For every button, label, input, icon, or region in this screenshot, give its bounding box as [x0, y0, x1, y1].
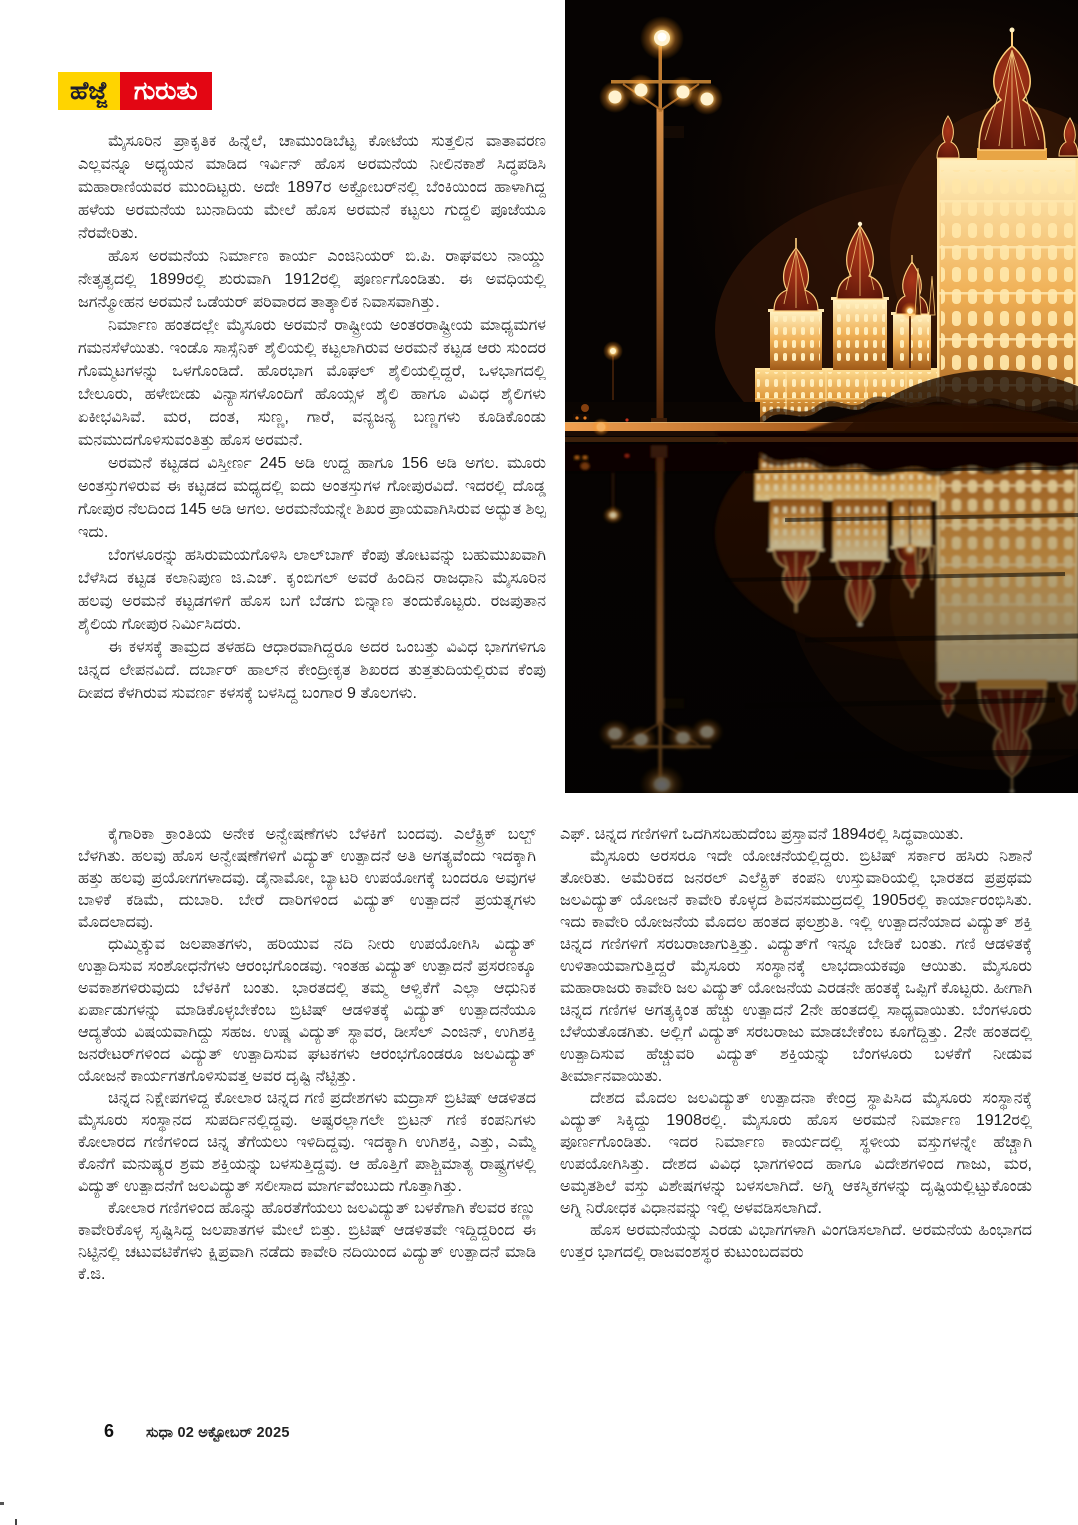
badge-label-left: ಹೆಜ್ಜೆ — [58, 72, 120, 110]
left-paragraph-2: ಧುಮ್ಮಿಕ್ಕುವ ಜಲಪಾತಗಳು, ಹರಿಯುವ ನದಿ ನೀರು ಉಪಯೋಗಿಸಿ ವಿದ್ಯುತ್ ಉತ್ಪಾದಿಸುವ ಸಂಶೋಧನೆಗಳು ಆರಂಭಗೊಂಡವು. ಇಂತಹ ವಿದ್ಯುತ್ ಉತ್ಪಾದನೆ ಪ್ರಸರಣಕ್ಕೂ ಅವಕಾಶಗಳಿರುವುದು ಬೆಳಕಿಗೆ ಬಂತು. ಭಾರತದಲ್ಲಿ ತಮ್ಮ ಆಳ್ವಿಕೆಗೆ ಎಲ್ಲಾ ಆಧುನಿಕ ಏರ್ಪಾಡುಗಳನ್ನು ಮಾಡಿಕೊಳ್ಳಬೇಕೆಂಬ ಬ್ರಿಟಿಷ್ ಆಡಳಿತಕ್ಕೆ ವಿದ್ಯುತ್ ಉತ್ಪಾದನೆಯೂ ಆದ್ಯತೆಯ ವಿಷಯವಾಗಿದ್ದು ಸಹಜ. ಉಷ್ಣ ವಿದ್ಯುತ್ ಸ್ಥಾವರ, ಡೀಸೆಲ್ ಎಂಜಿನ್, ಉಗಿಶಕ್ತಿ ಜನರೇಟರ್‌ಗಳಿಂದ ವಿದ್ಯುತ್ ಉತ್ಪಾದಿಸುವ ಘಟಕಗಳು ಆರಂಭಗೊಂಡರೂ ಜಲವಿದ್ಯುತ್ ಯೋಜನೆ ಕಾರ್ಯಗತಗೊಳಿಸುವತ್ತ ಅವರ ದೃಷ್ಟಿ ನೆಟ್ಟಿತ್ತು. — [78, 936, 536, 1085]
page-number: 6 — [104, 1421, 115, 1441]
right-paragraph-1: ಎಫ್. ಚಿನ್ನದ ಗಣಿಗಳಿಗೆ ಒದಗಿಸಬಹುದೆಂಬ ಪ್ರಸ್ತಾವನೆ 1894ರಲ್ಲಿ ಸಿದ್ಧವಾಯಿತು. — [560, 826, 964, 843]
intro-paragraph-1: ಮೈಸೂರಿನ ಪ್ರಾಕೃತಿಕ ಹಿನ್ನೆಲೆ, ಚಾಮುಂಡಿಬೆಟ್ಟ ಕೋಟೆಯ ಸುತ್ತಲಿನ ವಾತಾವರಣ ಎಲ್ಲವನ್ನೂ ಅಧ್ಯಯನ ಮಾಡಿದ ಇರ್ವಿನ್ ಹೊಸ ಅರಮನೆಯ ನೀಲಿನಕಾಶೆ ಸಿದ್ಧಪಡಿಸಿ ಮಹಾರಾಣಿಯವರ ಮುಂದಿಟ್ಟರು. ಅದೇ 1897ರ ಅಕ್ಟೋಬರ್‌ನಲ್ಲಿ ಬೆಂಕಿಯಿಂದ ಹಾಳಾಗಿದ್ದ ಹಳೆಯ ಅರಮನೆಯ ಬುನಾದಿಯ ಮೇಲೆ ಹೊಸ ಅರಮನೆ ಕಟ್ಟಲು ಗುದ್ದಲಿ ಪೂಜೆಯೂ ನೆರವೇರಿತು. — [78, 133, 546, 242]
left-paragraph-4: ಕೋಲಾರ ಗಣಿಗಳಿಂದ ಹೊನ್ನು ಹೊರತೆಗೆಯಲು ಜಲವಿದ್ಯುತ್ ಬಳಕೆಗಾಗಿ ಕೆಲವರ ಕಣ್ಣು ಕಾವೇರಿಕೊಳ್ಳ ಸೃಷ್ಟಿಸಿದ್ದ ಜಲಪಾತಗಳ ಮೇಲೆ ಬಿತ್ತು. ಬ್ರಿಟಿಷ್ ಆಡಳಿತವೇ ಇದ್ದಿದ್ದರಿಂದ ಈ ನಿಟ್ಟಿನಲ್ಲಿ ಚಟುವಟಿಕೆಗಳು ಕ್ಷಿಪ್ರವಾಗಿ ನಡೆದು ಕಾವೇರಿ ನದಿಯಿಂದ ವಿದ್ಯುತ್ ಉತ್ಪಾದನೆ ಮಾಡಿ ಕೆ.ಜಿ. — [78, 1200, 536, 1283]
section-badge — [58, 72, 212, 110]
right-paragraph-2: ಮೈಸೂರು ಅರಸರೂ ಇದೇ ಯೋಚನೆಯಲ್ಲಿದ್ದರು. ಬ್ರಿಟಿಷ್ ಸರ್ಕಾರ ಹಸಿರು ನಿಶಾನೆ ತೋರಿತು. ಅಮೆರಿಕದ ಜನರಲ್ ಎಲೆಕ್ಟ್ರಿಕ್ ಕಂಪನಿ ಉಸ್ತುವಾರಿಯಲ್ಲಿ ಭಾರತದ ಪ್ರಪ್ರಥಮ ಜಲವಿದ್ಯುತ್ ಯೋಜನೆ ಕಾವೇರಿ ಕೊಳ್ಳದ ಶಿವನಸಮುದ್ರದಲ್ಲಿ 1905ರಲ್ಲಿ ಕಾರ್ಯಾರಂಭಿಸಿತು. ಇದು ಕಾವೇರಿ ಯೋಜನೆಯ ಮೊದಲ ಹಂತದ ಫಲಶ್ರುತಿ. ಇಲ್ಲಿ ಉತ್ಪಾದನೆಯಾದ ವಿದ್ಯುತ್ ಶಕ್ತಿ ಚಿನ್ನದ ಗಣಿಗಳಿಗೆ ಸರಬರಾಜಾಗುತ್ತಿತ್ತು. ವಿದ್ಯುತ್‌ಗೆ ಇನ್ನೂ ಬೇಡಿಕೆ ಬಂತು. ಗಣಿ ಆಡಳಿತಕ್ಕೆ ಉಳಿತಾಯವಾಗುತ್ತಿದ್ದರೆ ಮೈಸೂರು ಸಂಸ್ಥಾನಕ್ಕೆ ಲಾಭದಾಯಕವೂ ಆಯಿತು. ಮೈಸೂರು ಮಹಾರಾಜರು ಕಾವೇರಿ ಜಲ ವಿದ್ಯುತ್ ಯೋಜನೆಯ ಎರಡನೇ ಹಂತಕ್ಕೆ ಒಪ್ಪಿಗೆ ಕೊಟ್ಟರು. ಹೀಗಾಗಿ ಚಿನ್ನದ ಗಣಿಗಳ ಅಗತ್ಯಕ್ಕಿಂತ ಹೆಚ್ಚು ಉತ್ಪಾದನೆ 2ನೇ ಹಂತದಲ್ಲಿ ಸಾಧ್ಯವಾಯಿತು. ಬೆಂಗಳೂರು ಬೆಳೆಯತೊಡಗಿತು. ಅಲ್ಲಿಗೆ ವಿದ್ಯುತ್ ಸರಬರಾಜು ಮಾಡಬೇಕೆಂಬ ಕೂಗೆದ್ದಿತ್ತು. 2ನೇ ಹಂತದಲ್ಲಿ ಉತ್ಪಾದಿಸುವ ಹೆಚ್ಚುವರಿ ವಿದ್ಯುತ್ ಶಕ್ತಿಯನ್ನು ಬೆಂಗಳೂರು ಬಳಕೆಗೆ ನೀಡುವ ತೀರ್ಮಾನವಾಯಿತು. — [560, 848, 1032, 1085]
left-paragraph-1: ಕೈಗಾರಿಕಾ ಕ್ರಾಂತಿಯ ಅನೇಕ ಅನ್ವೇಷಣೆಗಳು ಬೆಳಕಿಗೆ ಬಂದವು. ಎಲೆಕ್ಟ್ರಿಕ್ ಬಲ್ಬ್ ಬೆಳಗಿತು. ಹಲವು ಹೊಸ ಅನ್ವೇಷಣೆಗಳಿಗೆ ವಿದ್ಯುತ್ ಉತ್ಪಾದನೆ ಅತಿ ಅಗತ್ಯವೆಂದು ಇದಕ್ಕಾಗಿ ಹತ್ತು ಹಲವು ಪ್ರಯೋಗಗಳಾದವು. ಡೈನಾಮೋ, ಬ್ಯಾಟರಿ ಉಪಯೋಗಕ್ಕೆ ಬಂದರೂ ಅವುಗಳ ಬಾಳಿಕೆ ಕಡಿಮೆ, ದುಬಾರಿ. ಬೇರೆ ದಾರಿಗಳಿಂದ ವಿದ್ಯುತ್ ಉತ್ಪಾದನೆ ಪ್ರಯತ್ನಗಳು ಮೊದಲಾದವು. — [78, 826, 536, 931]
right-paragraph-3: ದೇಶದ ಮೊದಲ ಜಲವಿದ್ಯುತ್ ಉತ್ಪಾದನಾ ಕೇಂದ್ರ ಸ್ಥಾಪಿಸಿದ ಮೈಸೂರು ಸಂಸ್ಥಾನಕ್ಕೆ ವಿದ್ಯುತ್ ಸಿಕ್ಕಿದ್ದು 1908ರಲ್ಲಿ. ಮೈಸೂರು ಹೊಸ ಅರಮನೆ ನಿರ್ಮಾಣ 1912ರಲ್ಲಿ ಪೂರ್ಣಗೊಂಡಿತು. ಇದರ ನಿರ್ಮಾಣ ಕಾರ್ಯದಲ್ಲಿ ಸ್ಥಳೀಯ ವಸ್ತುಗಳನ್ನೇ ಹೆಚ್ಚಾಗಿ ಉಪಯೋಗಿಸಿತ್ತು. ದೇಶದ ವಿವಿಧ ಭಾಗಗಳಿಂದ ಹಾಗೂ ವಿದೇಶಗಳಿಂದ ಗಾಜು, ಮರ, ಅಮೃತಶಿಲೆ ವಸ್ತು ವಿಶೇಷಗಳನ್ನು ಬಳಸಲಾಗಿದೆ. ಅಗ್ನಿ ಆಕಸ್ಮಿಕಗಳನ್ನು ದೃಷ್ಟಿಯಲ್ಲಿಟ್ಟುಕೊಂಡು ಅಗ್ನಿ ನಿರೋಧಕ ವಿಧಾನವನ್ನು ಇಲ್ಲಿ ಅಳವಡಿಸಲಾಗಿದೆ. — [560, 1090, 1032, 1217]
intro-paragraph-2: ಹೊಸ ಅರಮನೆಯ ನಿರ್ಮಾಣ ಕಾರ್ಯ ಎಂಜಿನಿಯರ್ ಬಿ.ಪಿ. ರಾಘವಲು ನಾಯ್ಡು ನೇತೃತ್ವದಲ್ಲಿ 1899ರಲ್ಲಿ ಶುರುವಾಗಿ 1912ರಲ್ಲಿ ಪೂರ್ಣಗೊಂಡಿತು. ಈ ಅವಧಿಯಲ್ಲಿ ಜಗನ್ಮೋಹನ ಅರಮನೆ ಒಡೆಯರ್ ಪರಿವಾರದ ತಾತ್ಕಾಲಿಕ ನಿವಾಸವಾಗಿತ್ತು. — [78, 248, 546, 311]
issue-line: ಸುಧಾ 02 ಅಕ್ಟೋಬರ್ 2025 — [146, 1425, 290, 1441]
print-mark — [0, 1502, 4, 1505]
right-paragraph-4: ಹೊಸ ಅರಮನೆಯನ್ನು ಎರಡು ವಿಭಾಗಗಳಾಗಿ ವಿಂಗಡಿಸಲಾಗಿದೆ. ಅರಮನೆಯ ಹಿಂಭಾಗದ ಉತ್ತರ ಭಾಗದಲ್ಲಿ ರಾಜವಂಶಸ್ಥರ ಕುಟುಂಬದವರು — [560, 1222, 1032, 1261]
mysore-palace-night-photo — [565, 0, 1078, 793]
bottom-right-column — [560, 824, 1032, 1418]
intro-paragraph-5: ಬೆಂಗಳೂರನ್ನು ಹಸಿರುಮಯಗೊಳಿಸಿ ಲಾಲ್‌ಬಾಗ್ ಕೆಂಪು ತೋಟವನ್ನು ಬಹುಮುಖವಾಗಿ ಬೆಳೆಸಿದ ಕಟ್ಟಡ ಕಲಾನಿಪುಣ ಜಿ.ಎಚ್. ಕೃಂಬಿಗಲ್ ಅವರೆ ಹಿಂದಿನ ರಾಜಧಾನಿ ಮೈಸೂರಿನ ಹಲವು ಅರಮನೆ ಕಟ್ಟಡಗಳಿಗೆ ಹೊಸ ಬಗೆ ಬೆಡಗು ಬಿನ್ನಾಣ ತಂದುಕೊಟ್ಟರು. ರಜಪುತಾನ ಶೈಲಿಯ ಗೋಪುರ ನಿರ್ಮಿಸಿದರು. — [78, 547, 546, 633]
badge-label-right: ಗುರುತು — [120, 72, 212, 110]
left-paragraph-3: ಚಿನ್ನದ ನಿಕ್ಷೇಪಗಳಿದ್ದ ಕೋಲಾರ ಚಿನ್ನದ ಗಣಿ ಪ್ರದೇಶಗಳು ಮದ್ರಾಸ್ ಬ್ರಿಟಿಷ್ ಆಡಳಿತದ ಮೈಸೂರು ಸಂಸ್ಥಾನದ ಸುಪರ್ದಿನಲ್ಲಿದ್ದವು. ಅಷ್ಟರಲ್ಲಾಗಲೇ ಬ್ರಿಟನ್ ಗಣಿ ಕಂಪನಿಗಳು ಕೋಲಾರದ ಗಣಿಗಳಿಂದ ಚಿನ್ನ ತೆಗೆಯಲು ಇಳಿದಿದ್ದವು. ಇದಕ್ಕಾಗಿ ಉಗಿಶಕ್ತಿ, ಎತ್ತು, ಎಮ್ಮೆ ಕೊನೆಗೆ ಮನುಷ್ಯರ ಶ್ರಮ ಶಕ್ತಿಯನ್ನು ಬಳಸುತ್ತಿದ್ದವು. ಆ ಹೊತ್ತಿಗೆ ಪಾಶ್ಚಿಮಾತ್ಯ ರಾಷ್ಟ್ರಗಳಲ್ಲಿ ವಿದ್ಯುತ್ ಉತ್ಪಾದನೆಗೆ ಜಲವಿದ್ಯುತ್ ಸಲೀಸಾದ ಮಾರ್ಗವೆಂಬುದು ಗೊತ್ತಾಗಿತ್ತು. — [78, 1090, 536, 1195]
intro-paragraph-4: ಅರಮನೆ ಕಟ್ಟಡದ ವಿಸ್ತೀರ್ಣ 245 ಅಡಿ ಉದ್ದ ಹಾಗೂ 156 ಅಡಿ ಅಗಲ. ಮೂರು ಅಂತಸ್ತುಗಳಿರುವ ಈ ಕಟ್ಟಡದ ಮಧ್ಯದಲ್ಲಿ ಐದು ಅಂತಸ್ತುಗಳ ಗೋಪುರವಿದೆ. ಇದರಲ್ಲಿ ದೊಡ್ಡ ಗೋಪುರ ನೆಲದಿಂದ 145 ಅಡಿ ಅಗಲ. ಅರಮನೆಯನ್ನೇ ಶಿಖರ ಪ್ರಾಯವಾಗಿಸಿರುವ ಅದ್ಭುತ ಶಿಲ್ಪ ಇದು. — [78, 455, 546, 541]
intro-paragraph-3: ನಿರ್ಮಾಣ ಹಂತದಲ್ಲೇ ಮೈಸೂರು ಅರಮನೆ ರಾಷ್ಟ್ರೀಯ ಅಂತರರಾಷ್ಟ್ರೀಯ ಮಾಧ್ಯಮಗಳ ಗಮನಸೆಳೆಯಿತು. ಇಂಡೊ ಸಾಸ್ಸೆನಿಕ್ ಶೈಲಿಯಲ್ಲಿ ಕಟ್ಟಲಾಗಿರುವ ಅರಮನೆ ಕಟ್ಟಡ ಆರು ಸುಂದರ ಗೊಮ್ಮಟಗಳನ್ನು ಒಳಗೊಂಡಿದೆ. ಹೊರಭಾಗ ಮೊಘಲ್ ಶೈಲಿಯಲ್ಲಿದ್ದರೆ, ಒಳಭಾಗದಲ್ಲಿ ಬೇಲೂರು, ಹಳೇಬೀಡು ವಿನ್ಯಾಸಗಳೊಂದಿಗೆ ಹೊಯ್ಸಳ ಶೈಲಿ ಹಾಗೂ ವಿವಿಧ ಶೈಲಿಗಳು ಏಕೀಭವಿಸಿವೆ. ಮರ, ದಂತ, ಸುಣ್ಣ, ಗಾರೆ, ವನ್ಯಜನ್ಯ ಬಣ್ಣಗಳು ಕೂಡಿಕೊಂಡು ಮನಮುದಗೊಳಿಸುವಂತಿತ್ತು ಹೊಸ ಅರಮನೆ. — [78, 317, 546, 449]
page-footer — [104, 1421, 290, 1443]
print-mark — [15, 1519, 17, 1525]
intro-column — [78, 130, 546, 822]
intro-paragraph-6: ಈ ಕಳಸಕ್ಕೆ ತಾಮ್ರದ ತಳಹದಿ ಆಧಾರವಾಗಿದ್ದರೂ ಅದರ ಒಂಬತ್ತು ವಿವಿಧ ಭಾಗಗಳಿಗೂ ಚಿನ್ನದ ಲೇಪನವಿದೆ. ದರ್ಬಾರ್ ಹಾಲ್‌ನ ಕೇಂದ್ರೀಕೃತ ಶಿಖರದ ತುತ್ತತುದಿಯಲ್ಲಿರುವ ಕೆಂಪು ದೀಪದ ಕೆಳಗಿರುವ ಸುವರ್ಣ ಕಳಸಕ್ಕೆ ಬಳಸಿದ್ದ ಬಂಗಾರ 9 ತೊಲಗಳು. — [78, 639, 546, 702]
bottom-left-column — [78, 824, 536, 1418]
